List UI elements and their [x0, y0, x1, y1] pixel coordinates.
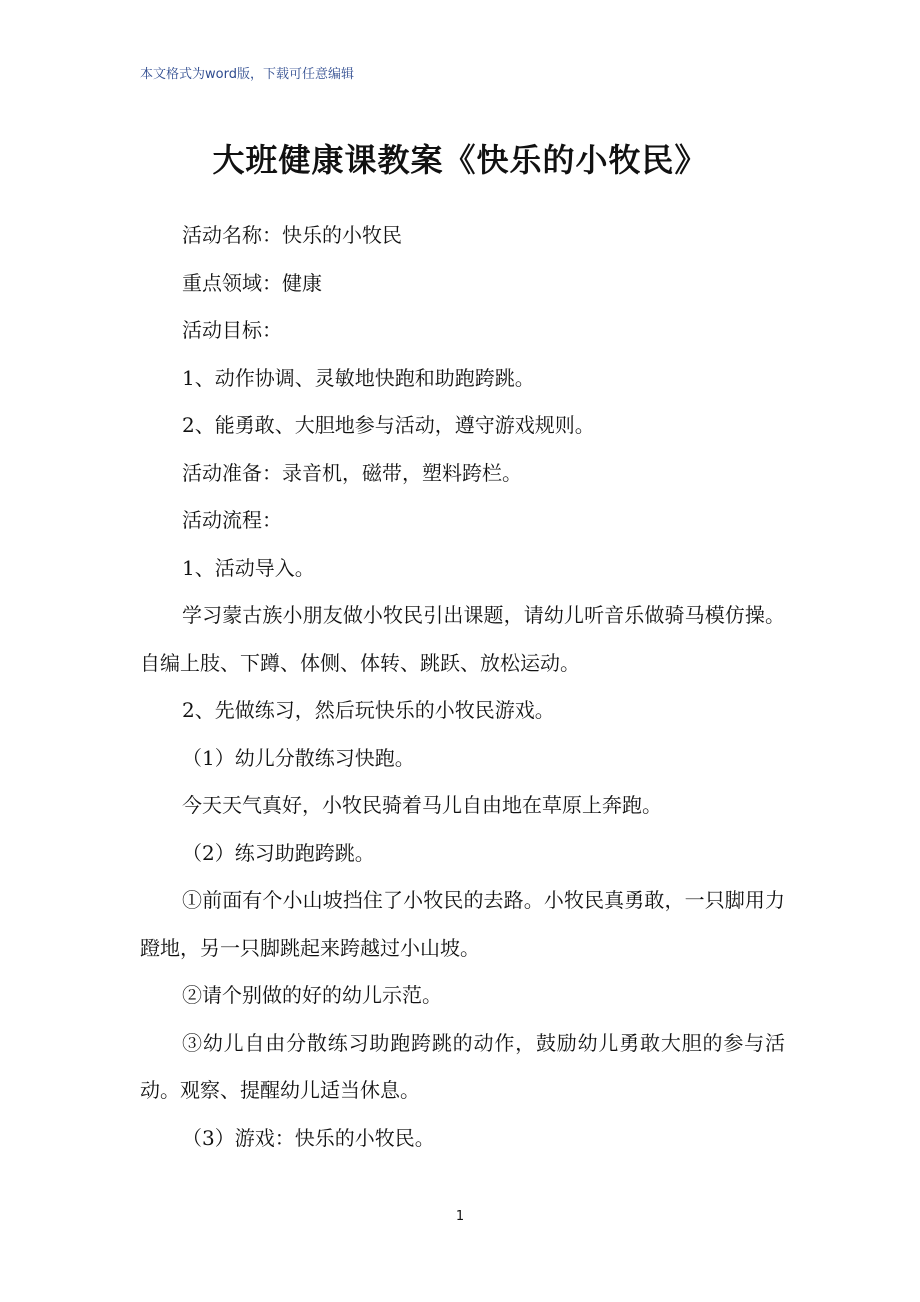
paragraph-substep-2-item-2: ②请个别做的好的幼儿示范。 — [182, 983, 442, 1007]
paragraph-substep-2-item-3: ③幼儿自由分散练习助跑跨跳的动作，鼓励幼儿勇敢大胆的参与活动。观察、提醒幼儿适当休息。 — [140, 1030, 785, 1102]
paragraph-substep-2-item-1: ①前面有个小山坡挡住了小牧民的去路。小牧民真勇敢，一只脚用力蹬地，另一只脚跳起来跨越过小山坡。 — [140, 888, 785, 960]
document-title: 大班健康课教案《快乐的小牧民》 — [212, 141, 708, 179]
paragraph-process-heading: 活动流程： — [182, 508, 282, 532]
paragraph-step-2: 2、先做练习，然后玩快乐的小牧民游戏。 — [182, 698, 555, 722]
paragraph-step-1-detail: 学习蒙古族小朋友做小牧民引出课题，请幼儿听音乐做骑马模仿操。自编上肢、下蹲、体侧、体转、跳跃、放松运动。 — [140, 603, 785, 675]
paragraph-substep-2: （2）练习助跑跨跳。 — [182, 840, 375, 865]
paragraph-goal-2: 2、能勇敢、大胆地参与活动，遵守游戏规则。 — [182, 413, 595, 437]
paragraph-preparation: 活动准备：录音机，磁带，塑料跨栏。 — [182, 460, 522, 485]
page-number: 1 — [455, 1209, 465, 1224]
paragraph-activity-name: 活动名称：快乐的小牧民 — [182, 223, 402, 247]
paragraph-step-1: 1、活动导入。 — [182, 555, 315, 580]
paragraph-goal-1: 1、动作协调、灵敏地快跑和助跑跨跳。 — [182, 365, 535, 390]
paragraph-key-area: 重点领域：健康 — [182, 270, 322, 295]
paragraph-substep-1: （1）幼儿分散练习快跑。 — [182, 745, 415, 770]
paragraph-goals-heading: 活动目标： — [182, 318, 282, 342]
paragraph-substep-3: （3）游戏：快乐的小牧民。 — [182, 1125, 435, 1150]
paragraph-substep-1-detail: 今天天气真好，小牧民骑着马儿自由地在草原上奔跑。 — [182, 793, 662, 817]
header-note: 本文格式为word版，下载可任意编辑 — [140, 67, 354, 82]
document-body — [140, 212, 785, 1162]
